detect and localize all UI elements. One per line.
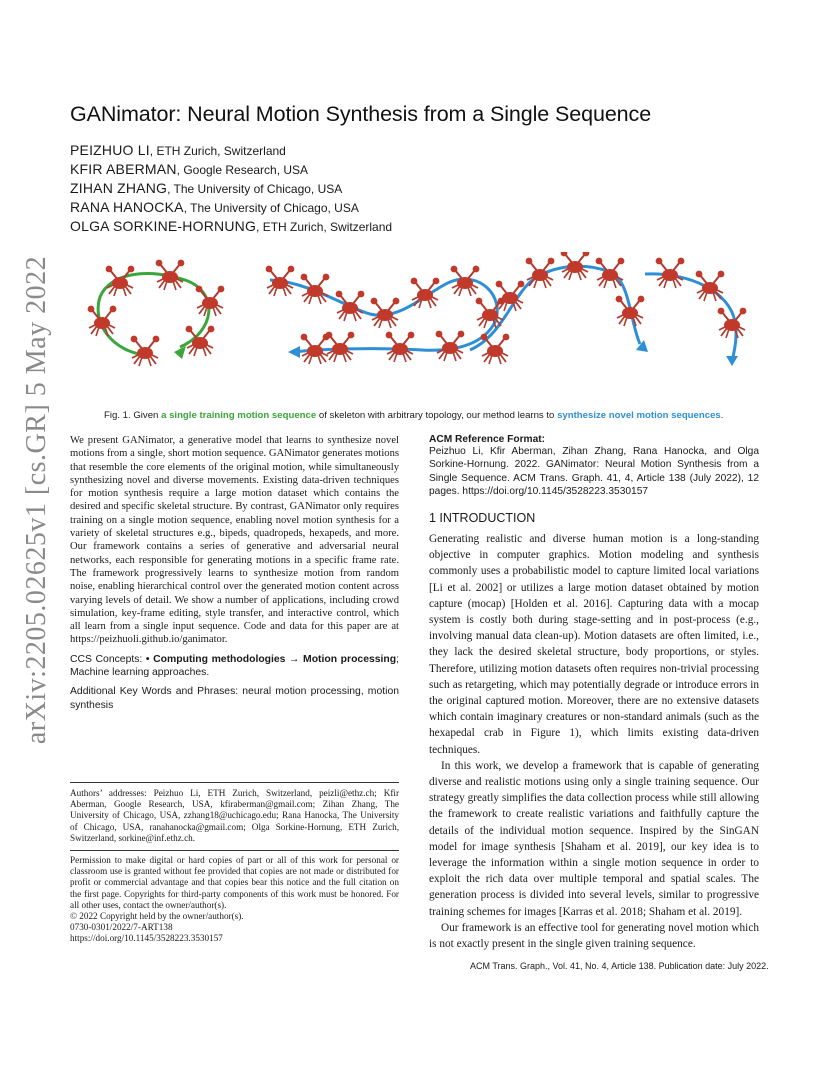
permission-divider <box>70 850 399 851</box>
ccs-concepts <box>70 653 399 680</box>
author-affiliation: , The University of Chicago, USA <box>183 201 359 215</box>
author-name: OLGA SORKINE-HORNUNG <box>70 218 257 234</box>
paper-title: GANimator: Neural Motion Synthesis from a Single Sequence <box>70 102 652 126</box>
copyright-line: © 2022 Copyright held by the owner/author(s). <box>70 911 244 922</box>
section-heading: 1 INTRODUCTION <box>429 511 536 525</box>
author-affiliation: , ETH Zurich, Switzerland <box>149 144 286 158</box>
abstract <box>70 434 399 718</box>
author-line <box>70 199 359 215</box>
author-name: PEIZHUO LI <box>70 142 150 158</box>
author-affiliation: , The University of Chicago, USA <box>167 182 343 196</box>
author-line <box>70 218 392 234</box>
page-footer: ACM Trans. Graph., Vol. 41, No. 4, Article 138. Publication date: July 2022. <box>470 961 769 971</box>
caption-end: . <box>720 410 724 421</box>
caption-middle: of skeleton with arbitrary topology, our method learns to <box>316 410 558 421</box>
arxiv-stamp: arXiv:2205.02625v1 [cs.GR] 5 May 2022 <box>21 255 52 745</box>
ccs-rest: ; Machine learning approaches. <box>70 653 400 679</box>
ccs-bold: • Computing methodologies → Motion processing <box>145 653 397 665</box>
teaser-figure <box>70 252 760 402</box>
acm-reference-body: Peizhuo Li, Kfir Aberman, Zihan Zhang, Rana Hanocka, and Olga Sorkine-Hornung. 2022. GANimator: Neural Motion Synthesis from a Single Sequence. ACM Trans. Graph. 41, 4, Article 138 (July 2022), 12 pages. https://doi.org/10.1145/3528223.3530157 <box>429 446 759 497</box>
acm-reference <box>429 434 759 498</box>
abstract-text: We present GANimator, a generative model that learns to synthesize novel motions from a single, short motion sequence. GANimator generates motions that resemble the core elements of the original motion, while simultaneously synthesizing novel and diverse movements. Existing data-driven techniques for motion synthesis require a large motion dataset which contains the desired and specific skeletal structure. By contrast, GANimator only requires training on a single motion sequence, enabling novel motion synthesis for a variety of skeletal structures e.g., bipeds, quadropeds, hexapeds, and more. Our framework contains a series of generative and adversarial neural networks, each responsible for generating motions in a specific frame rate. The framework progressively learns to synthesize motion from random noise, enabling hierarchical control over the generated motion content across varying levels of detail. We show a number of applications, including crowd simulation, key-frame editing, style transfer, and interactive control, which all learn from a single input sequence. Code and data for this paper are at https://peizhuoli.github.io/ganimator. <box>70 435 399 646</box>
synth-arrow-1 <box>288 346 300 358</box>
doi-line: https://doi.org/10.1145/3528223.3530157 <box>70 933 223 944</box>
author-addresses: Authors’ addresses: Peizhuo Li, ETH Zurich, Switzerland, peizli@ethz.ch; Kfir Aberman, Google Research, USA, kfiraberman@gmail.com; Zihan Zhang, The University of Chicago, USA, zzhang18@uchicago.edu; Rana Hanocka, The University of Chicago, USA, ranahanocka@gmail.com; Olga Sorkine-Hornung, ETH Zurich, Switzerland, sorkine@inf.ethz.ch. <box>70 788 399 843</box>
author-affiliation: , ETH Zurich, Switzerland <box>256 220 393 234</box>
author-name: RANA HANOCKA <box>70 199 184 215</box>
acm-reference-heading: ACM Reference Format: <box>429 434 546 445</box>
permission-block <box>70 855 399 945</box>
author-name: KFIR ABERMAN <box>70 161 177 177</box>
author-line <box>70 161 308 177</box>
intro-paragraph: Our framework is an effective tool for generating novel motion which is not exactly present in the single given training sequence. <box>429 921 759 951</box>
author-name: ZIHAN ZHANG <box>70 180 168 196</box>
caption-synth-highlight: synthesize novel motion sequences <box>557 410 721 421</box>
figure-caption <box>104 410 774 421</box>
intro-paragraph: In this work, we develop a framework that is capable of generating diverse and realistic motions using only a single training sequence. Our strategy greatly simplifies the data collection process while still allowing the framework to create realistic variations and faithfully capture the details of the individual motion sequence. Inspired by the SinGAN model for image synthesis [Shaham et al. 2019], our key idea is to leverage the information within a single motion sequence in order to exploit the rich data over multiple temporal and spatial scales. The generation process is divided into several levels, similar to progressive training schemes for images [Karras et al. 2018; Shaham et al. 2019]. <box>429 759 759 918</box>
caption-prefix: Fig. 1. Given <box>104 410 162 421</box>
ccs-label: CCS Concepts: <box>70 653 146 665</box>
synth-arrow-3 <box>726 356 738 366</box>
author-affiliation: , Google Research, USA <box>176 163 309 177</box>
author-line <box>70 180 342 196</box>
keywords: Additional Key Words and Phrases: neural motion processing, motion synthesis <box>70 686 399 711</box>
issn-line: 0730-0301/2022/7-ART138 <box>70 922 173 933</box>
introduction-body <box>429 531 759 952</box>
training-arrow <box>174 346 186 359</box>
author-line <box>70 142 286 158</box>
synth-path-3 <box>645 274 736 362</box>
intro-paragraph: Generating realistic and diverse human motion is a long-standing objective in computer graphics. Motion modeling and synthesis commonly uses a probabilistic model to capture limited local variations [Li et al. 2002] or utilizes a large motion dataset obtained by motion capture (mocap) [Holden et al. 2016]. Capturing data with a mocap system is costly both during stage-setting and in post-process (e.g., involving manual data clean-up). Motion datasets are often limited, i.e., they lack the desired skeletal structure, body proportions, or styles. Therefore, utilizing motion datasets often requires non-trivial processing such as retargeting, which may potentially degrade or introduce errors in the original captured motion. Moreover, there are no extensive datasets which contain imaginary creatures or non-standard animals (such as the hexapedal crab in Figure 1), which limits existing data-driven techniques. <box>429 533 759 756</box>
caption-training-highlight: a single training motion sequence <box>161 410 317 421</box>
footnote-divider <box>70 782 399 783</box>
permission-text: Permission to make digital or hard copies of part or all of this work for personal or classroom use is granted without fee provided that copies are not made or distributed for profit or commercial advantage and that copies bear this notice and the full citation on the first page. Copyrights for third-party components of this work must be honored. For all other uses, contact the owner/author(s). <box>70 855 399 910</box>
